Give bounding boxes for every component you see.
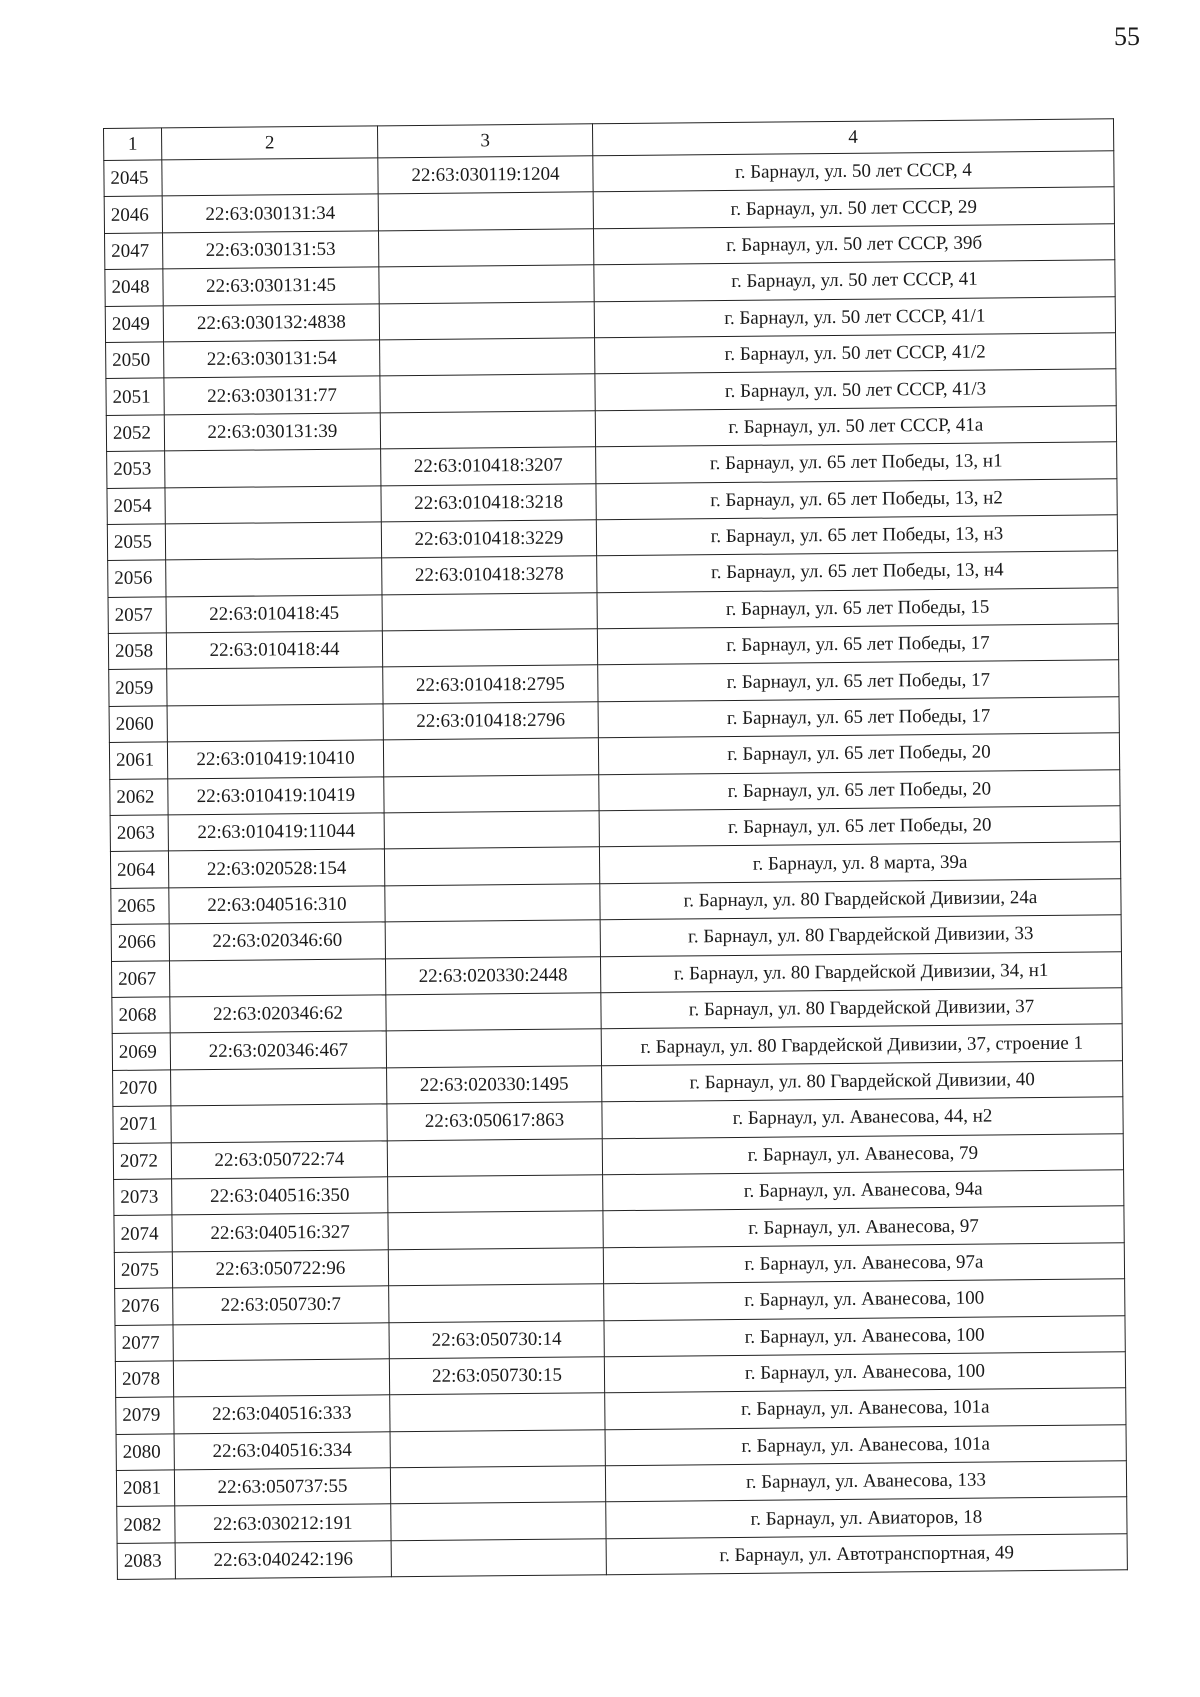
row-number-cell: 2046 [104, 196, 162, 233]
cadastral-number-col3-cell [384, 774, 599, 812]
cadastral-number-col2-cell [167, 704, 383, 742]
cadastral-number-col2-cell: 22:63:010418:45 [166, 595, 382, 633]
cadastral-number-col2-cell: 22:63:030212:191 [175, 1504, 391, 1542]
row-number-cell: 2058 [108, 633, 166, 670]
cadastral-number-col3-cell [388, 1211, 603, 1249]
document-table-container [103, 118, 1127, 1580]
cadastral-number-col2-cell: 22:63:010418:44 [166, 631, 382, 669]
address-cell: г. Барнаул, ул. 50 лет СССР, 41/3 [595, 369, 1116, 410]
address-cell: г. Барнаул, ул. Аванесова, 94а [603, 1170, 1124, 1211]
cadastral-number-col3-cell: 22:63:030119:1204 [378, 156, 593, 194]
cadastral-number-col2-cell: 22:63:030131:45 [163, 267, 379, 305]
address-cell: г. Барнаул, ул. Аванесова, 97а [603, 1242, 1124, 1283]
cadastral-number-col2-cell: 22:63:030131:34 [162, 194, 378, 232]
cadastral-number-col3-cell [386, 993, 601, 1031]
cadastral-number-col3-cell [387, 1138, 602, 1176]
cadastral-number-col2-cell: 22:63:030131:53 [163, 231, 379, 269]
cadastral-number-col3-cell [390, 1429, 605, 1467]
cadastral-number-col3-cell [380, 411, 595, 449]
address-cell: г. Барнаул, ул. 80 Гвардейской Дивизии, 24а [600, 879, 1121, 920]
cadastral-number-col2-cell: 22:63:050722:74 [171, 1140, 387, 1178]
cadastral-number-col3-cell [378, 229, 593, 267]
cadastral-number-col3-cell [390, 1466, 605, 1504]
row-number-cell: 2047 [105, 233, 163, 270]
row-number-cell: 2063 [110, 815, 168, 852]
cadastral-number-col3-cell: 22:63:050617:863 [387, 1102, 602, 1140]
cadastral-number-col2-cell: 22:63:040516:327 [172, 1213, 388, 1251]
row-number-cell: 2076 [115, 1288, 173, 1325]
cadastral-number-col2-cell: 22:63:010419:10419 [168, 776, 384, 814]
address-cell: г. Барнаул, ул. 50 лет СССР, 4 [593, 151, 1114, 192]
cadastral-number-col2-cell: 22:63:040516:334 [174, 1431, 390, 1469]
cadastral-number-col2-cell [171, 1104, 387, 1142]
header-col-3: 3 [377, 124, 592, 158]
row-number-cell: 2059 [109, 669, 167, 706]
row-number-cell: 2073 [114, 1179, 172, 1216]
row-number-cell: 2052 [106, 415, 164, 452]
cadastral-number-col3-cell [384, 811, 599, 849]
row-number-cell: 2065 [111, 888, 169, 925]
cadastral-number-col2-cell: 22:63:020346:60 [169, 922, 385, 960]
cadastral-number-col3-cell: 22:63:010418:3229 [381, 520, 596, 558]
address-cell: г. Барнаул, ул. Аванесова, 100 [604, 1315, 1125, 1356]
row-number-cell: 2055 [107, 524, 165, 561]
cadastral-number-col2-cell: 22:63:040516:350 [172, 1177, 388, 1215]
cadastral-number-col2-cell: 22:63:040242:196 [175, 1541, 391, 1579]
cadastral-number-col3-cell [378, 192, 593, 230]
row-number-cell: 2067 [111, 960, 169, 997]
cadastral-number-col3-cell [389, 1284, 604, 1322]
row-number-cell: 2079 [116, 1397, 174, 1434]
cadastral-number-col2-cell [162, 158, 378, 196]
cadastral-number-col2-cell [169, 958, 385, 996]
address-cell: г. Барнаул, ул. 80 Гвардейской Дивизии, 33 [600, 915, 1121, 956]
page-number: 55 [1114, 22, 1140, 51]
address-cell: г. Барнаул, ул. 65 лет Победы, 13, н4 [597, 551, 1118, 592]
cadastral-number-col3-cell: 22:63:050730:15 [389, 1357, 604, 1395]
cadastral-number-col2-cell [165, 449, 381, 487]
address-cell: г. Барнаул, ул. 65 лет Победы, 17 [598, 697, 1119, 738]
address-cell: г. Барнаул, ул. Автотранспортная, 49 [606, 1534, 1127, 1575]
cadastral-number-col2-cell [167, 667, 383, 705]
cadastral-number-col3-cell [388, 1247, 603, 1285]
cadastral-number-col3-cell [384, 847, 599, 885]
cadastral-number-col2-cell: 22:63:030131:77 [164, 376, 380, 414]
cadastral-number-col3-cell [380, 338, 595, 376]
cadastral-number-col2-cell [165, 522, 381, 560]
row-number-cell: 2074 [114, 1215, 172, 1252]
cadastral-number-col3-cell: 22:63:050730:14 [389, 1320, 604, 1358]
cadastral-number-col3-cell [382, 592, 597, 630]
address-cell: г. Барнаул, ул. Аванесова, 79 [602, 1133, 1123, 1174]
cadastral-number-col3-cell: 22:63:010418:2795 [383, 665, 598, 703]
address-cell: г. Барнаул, ул. 80 Гвардейской Дивизии, 37 [601, 988, 1122, 1029]
cadastral-number-col2-cell: 22:63:050730:7 [173, 1286, 389, 1324]
address-cell: г. Барнаул, ул. 50 лет СССР, 29 [593, 187, 1114, 228]
address-cell: г. Барнаул, ул. Аванесова, 100 [604, 1352, 1125, 1393]
cadastral-number-col3-cell [382, 629, 597, 667]
address-cell: г. Барнаул, ул. Аванесова, 97 [603, 1206, 1124, 1247]
cadastral-number-col2-cell: 22:63:050737:55 [174, 1468, 390, 1506]
row-number-cell: 2077 [115, 1324, 173, 1361]
row-number-cell: 2051 [106, 378, 164, 415]
row-number-cell: 2082 [117, 1506, 175, 1543]
address-cell: г. Барнаул, ул. 65 лет Победы, 15 [597, 587, 1118, 628]
cadastral-number-col2-cell: 22:63:040516:333 [174, 1395, 390, 1433]
row-number-cell: 2075 [114, 1252, 172, 1289]
cadastral-number-col2-cell: 22:63:030131:39 [164, 413, 380, 451]
cadastral-number-col2-cell [165, 485, 381, 523]
cadastral-number-col2-cell [166, 558, 382, 596]
cadastral-number-col3-cell: 22:63:010418:3278 [382, 556, 597, 594]
header-col-2: 2 [162, 126, 378, 160]
cadastral-number-col2-cell: 22:63:050722:96 [172, 1250, 388, 1288]
row-number-cell: 2080 [116, 1434, 174, 1471]
row-number-cell: 2049 [105, 305, 163, 342]
address-cell: г. Барнаул, ул. Авиаторов, 18 [606, 1497, 1127, 1538]
address-cell: г. Барнаул, ул. 65 лет Победы, 20 [598, 733, 1119, 774]
cadastral-number-col2-cell: 22:63:030131:54 [164, 340, 380, 378]
cadastral-number-col3-cell [386, 1029, 601, 1067]
cadastral-number-col3-cell: 22:63:010418:3207 [381, 447, 596, 485]
cadastral-number-col3-cell [379, 301, 594, 339]
address-cell: г. Барнаул, ул. 65 лет Победы, 13, н2 [596, 478, 1117, 519]
row-number-cell: 2066 [111, 924, 169, 961]
row-number-cell: 2048 [105, 269, 163, 306]
cadastral-number-col2-cell: 22:63:010419:10410 [167, 740, 383, 778]
address-cell: г. Барнаул, ул. 65 лет Победы, 13, н1 [596, 442, 1117, 483]
address-cell: г. Барнаул, ул. 50 лет СССР, 41 [594, 260, 1115, 301]
row-number-cell: 2050 [106, 342, 164, 379]
cadastral-number-col3-cell [385, 884, 600, 922]
cadastral-number-col3-cell [383, 738, 598, 776]
row-number-cell: 2072 [113, 1142, 171, 1179]
cadastral-number-col3-cell [388, 1175, 603, 1213]
row-number-cell: 2069 [112, 1033, 170, 1070]
cadastral-number-col2-cell [173, 1322, 389, 1360]
address-cell: г. Барнаул, ул. Аванесова, 101а [605, 1424, 1126, 1465]
cadastral-number-col2-cell: 22:63:020346:467 [170, 1031, 386, 1069]
header-col-4: 4 [592, 119, 1113, 156]
cadastral-number-col3-cell [390, 1393, 605, 1431]
row-number-cell: 2056 [108, 560, 166, 597]
row-number-cell: 2064 [110, 851, 168, 888]
cadastral-number-col3-cell [385, 920, 600, 958]
cadastral-number-col2-cell [173, 1359, 389, 1397]
cadastral-number-col2-cell: 22:63:020528:154 [168, 849, 384, 887]
address-cell: г. Барнаул, ул. 8 марта, 39а [599, 842, 1120, 883]
row-number-cell: 2057 [108, 597, 166, 634]
row-number-cell: 2053 [107, 451, 165, 488]
address-cell: г. Барнаул, ул. 50 лет СССР, 41а [595, 406, 1116, 447]
address-cell: г. Барнаул, ул. 50 лет СССР, 39б [593, 224, 1114, 265]
table-body [104, 151, 1128, 1580]
cadastral-number-col2-cell: 22:63:030132:4838 [163, 303, 379, 341]
cadastral-number-col2-cell [171, 1068, 387, 1106]
address-cell: г. Барнаул, ул. 65 лет Победы, 20 [599, 769, 1120, 810]
header-col-1: 1 [104, 128, 162, 161]
cadastral-number-col3-cell [380, 374, 595, 412]
address-cell: г. Барнаул, ул. 65 лет Победы, 20 [599, 806, 1120, 847]
row-number-cell: 2061 [109, 742, 167, 779]
cadastral-number-col3-cell [391, 1502, 606, 1540]
cadastral-number-col3-cell: 22:63:020330:2448 [385, 956, 600, 994]
address-cell: г. Барнаул, ул. Аванесова, 101а [605, 1388, 1126, 1429]
cadastral-number-col3-cell [379, 265, 594, 303]
row-number-cell: 2081 [116, 1470, 174, 1507]
row-number-cell: 2083 [117, 1543, 175, 1580]
cadastral-number-col2-cell: 22:63:040516:310 [169, 886, 385, 924]
row-number-cell: 2045 [104, 160, 162, 197]
row-number-cell: 2060 [109, 706, 167, 743]
row-number-cell: 2070 [113, 1070, 171, 1107]
address-cell: г. Барнаул, ул. 80 Гвардейской Дивизии, 34, н1 [600, 951, 1121, 992]
cadastral-number-col3-cell [391, 1539, 606, 1577]
row-number-cell: 2071 [113, 1106, 171, 1143]
row-number-cell: 2054 [107, 487, 165, 524]
cadastral-number-col3-cell: 22:63:010418:3218 [381, 483, 596, 521]
address-cell: г. Барнаул, ул. 65 лет Победы, 13, н3 [596, 515, 1117, 556]
cadastral-number-col3-cell: 22:63:010418:2796 [383, 702, 598, 740]
address-cell: г. Барнаул, ул. 50 лет СССР, 41/2 [595, 333, 1116, 374]
cadastral-table [103, 118, 1128, 1580]
address-cell: г. Барнаул, ул. Аванесова, 44, н2 [602, 1097, 1123, 1138]
address-cell: г. Барнаул, ул. Аванесова, 100 [604, 1279, 1125, 1320]
row-number-cell: 2068 [112, 997, 170, 1034]
address-cell: г. Барнаул, ул. 80 Гвардейской Дивизии, 40 [602, 1061, 1123, 1102]
address-cell: г. Барнаул, ул. 50 лет СССР, 41/1 [594, 296, 1115, 337]
cadastral-number-col3-cell: 22:63:020330:1495 [387, 1066, 602, 1104]
address-cell: г. Барнаул, ул. 65 лет Победы, 17 [597, 624, 1118, 665]
row-number-cell: 2078 [115, 1361, 173, 1398]
cadastral-number-col2-cell: 22:63:010419:11044 [168, 813, 384, 851]
row-number-cell: 2062 [110, 779, 168, 816]
address-cell: г. Барнаул, ул. 65 лет Победы, 17 [598, 660, 1119, 701]
cadastral-number-col2-cell: 22:63:020346:62 [170, 995, 386, 1033]
address-cell: г. Барнаул, ул. Аванесова, 133 [605, 1461, 1126, 1502]
address-cell: г. Барнаул, ул. 80 Гвардейской Дивизии, 37, строение 1 [601, 1024, 1122, 1065]
